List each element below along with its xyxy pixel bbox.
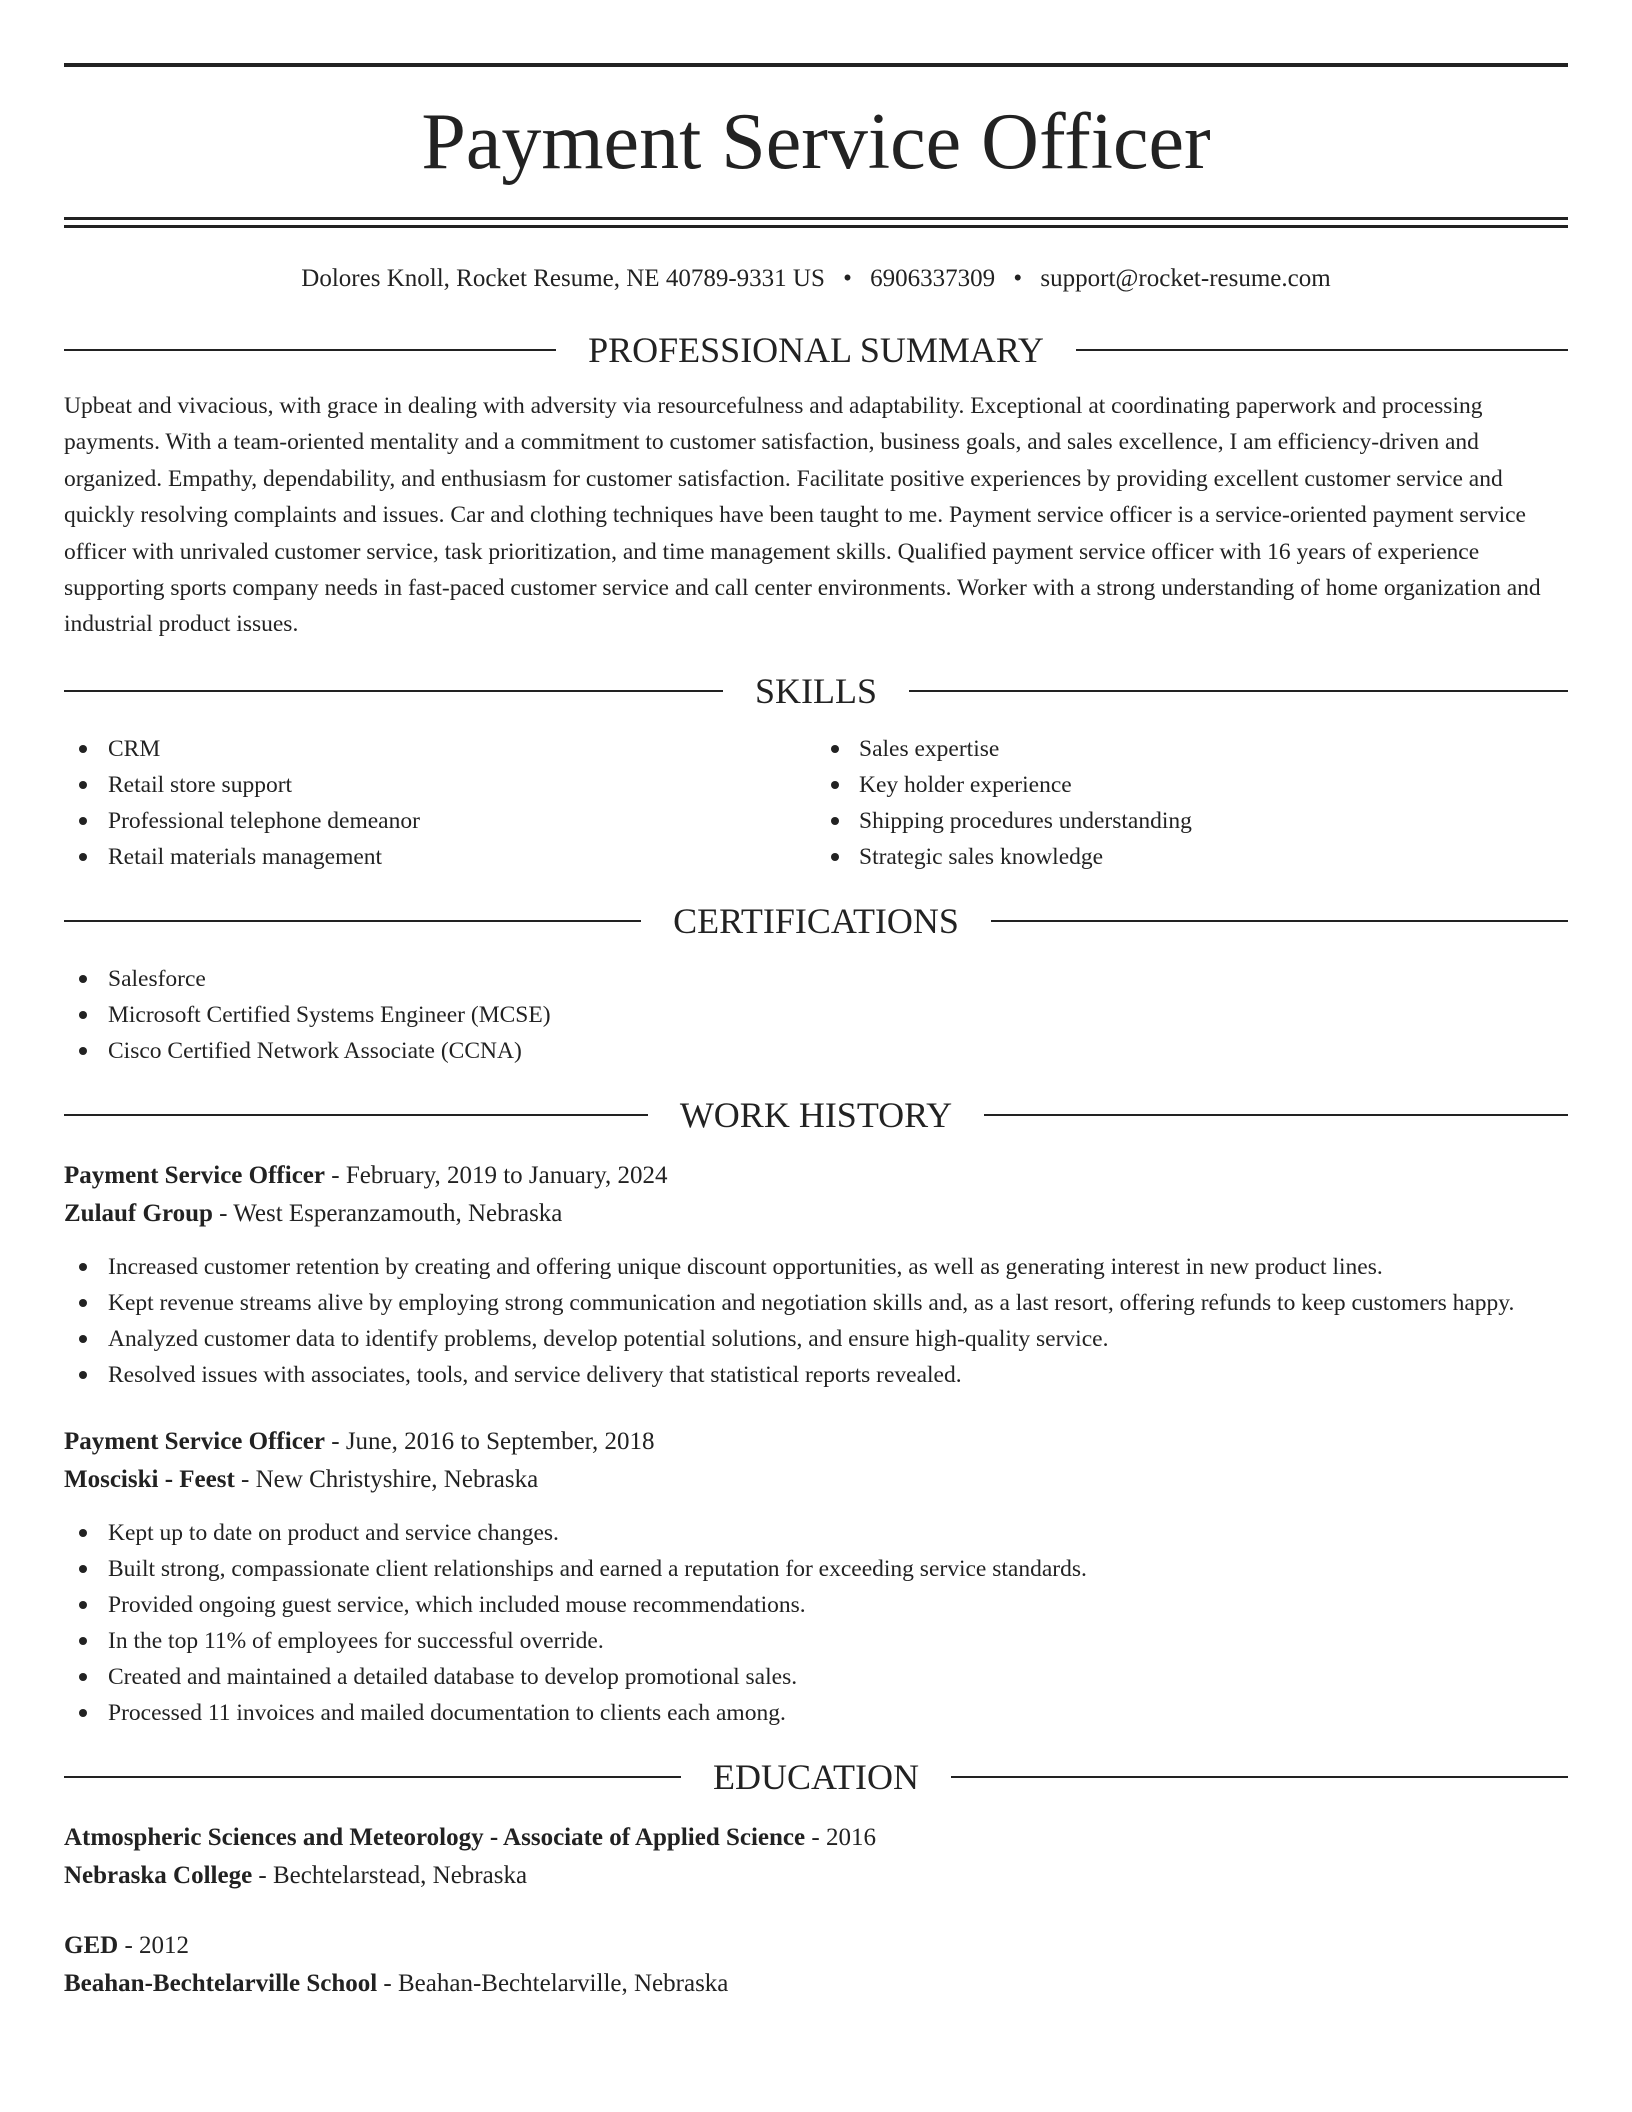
job-bullet-text: In the top 11% of employees for successful override.: [108, 1627, 604, 1654]
list-item: [64, 1659, 1568, 1695]
list-item: [64, 1033, 1568, 1069]
heading-rule-right: [991, 920, 1568, 922]
section-title: EDUCATION: [713, 1756, 919, 1797]
education-degree: Atmospheric Sciences and Meteorology - Associate of Applied Science: [64, 1823, 806, 1851]
certifications-list: [64, 961, 1568, 1069]
section-title: WORK HISTORY: [679, 1094, 953, 1135]
bullet-dot: [831, 817, 839, 825]
education-degree-line: [64, 1927, 1568, 1965]
job-bullet-text: Kept up to date on product and service changes.: [108, 1519, 559, 1546]
list-item: [64, 1695, 1568, 1731]
section-heading-certifications: [64, 901, 1568, 941]
job-bullets: [64, 1249, 1568, 1393]
skill-label: Sales expertise: [859, 735, 1000, 762]
job-bullet-text: Created and maintained a detailed database to develop promotional sales.: [108, 1663, 798, 1690]
skills-column-right: [816, 731, 1568, 875]
bullet-dot: [79, 1263, 87, 1271]
education-entry: [64, 1927, 1568, 2003]
heading-rule-right: [1076, 349, 1568, 351]
education-year: - 2016: [805, 1823, 876, 1851]
list-item: [64, 961, 1568, 997]
section-heading-education: [64, 1757, 1568, 1797]
skills-column-left: [64, 731, 816, 875]
education-year: - 2012: [118, 1931, 190, 1959]
list-item: [64, 1285, 1568, 1321]
list-item: [64, 1321, 1568, 1357]
job-role: Payment Service Officer: [64, 1427, 325, 1455]
job-bullet-text: Built strong, compassionate client relationships and earned a reputation for exceeding service standards.: [108, 1555, 1087, 1582]
education-school: Nebraska College: [64, 1861, 253, 1889]
contact-email: support@rocket-resume.com: [1040, 265, 1331, 292]
list-item: [64, 839, 816, 875]
list-item: [64, 1357, 1568, 1393]
bullet-dot: [79, 1709, 87, 1717]
list-item: [64, 803, 816, 839]
list-item: [64, 1587, 1568, 1623]
job-location: - West Esperanzamouth, Nebraska: [212, 1199, 563, 1227]
skill-label: Retail materials management: [108, 843, 383, 870]
bullet-dot: [831, 853, 839, 861]
certification-label: Microsoft Certified Systems Engineer (MCSE): [108, 1001, 551, 1028]
list-item: [64, 1249, 1568, 1285]
bullet-dot: [79, 1371, 87, 1379]
list-item: [64, 731, 816, 767]
bullet-dot: [79, 1673, 87, 1681]
heading-rule-left: [64, 349, 556, 351]
job-company: Mosciski - Feest: [64, 1465, 235, 1493]
job-role: Payment Service Officer: [64, 1161, 325, 1189]
heading-rule-left: [64, 1114, 648, 1116]
job-bullet-text: Resolved issues with associates, tools, and service delivery that statistical reports revealed.: [108, 1361, 962, 1388]
bullet-dot: [79, 1047, 87, 1055]
page-title: Payment Service Officer: [421, 98, 1211, 186]
job-bullet-text: Kept revenue streams alive by employing strong communication and negotiation skills and, as a last resort, offering refunds to keep customers happy.: [108, 1289, 1515, 1316]
bullet-dot: [79, 1565, 87, 1573]
skill-label: Strategic sales knowledge: [859, 843, 1104, 870]
certifications-bullets: [64, 961, 1568, 1069]
skill-label: Retail store support: [108, 771, 293, 798]
heading-rule-left: [64, 1776, 681, 1778]
bullet-dot: [79, 1601, 87, 1609]
section-title: CERTIFICATIONS: [673, 900, 959, 941]
job-dates: - February, 2019 to January, 2024: [325, 1161, 668, 1189]
bullet-dot: [831, 781, 839, 789]
bullet-dot: [79, 853, 87, 861]
education-degree-line: [64, 1819, 1568, 1857]
skills-grid: [64, 731, 1568, 875]
certification-label: Cisco Certified Network Associate (CCNA): [108, 1037, 522, 1064]
job-title-line: [64, 1423, 1568, 1461]
skills-list-right: [816, 731, 1568, 875]
skill-label: CRM: [108, 735, 161, 762]
bullet-dot: [79, 817, 87, 825]
bullet-dot: [79, 975, 87, 983]
contact-phone: 6906337309: [870, 265, 996, 292]
list-item: [64, 1551, 1568, 1587]
certification-label: Salesforce: [108, 965, 206, 992]
job-company-line: [64, 1461, 1568, 1499]
contact-separator: •: [843, 265, 852, 292]
skill-label: Professional telephone demeanor: [108, 807, 420, 834]
contact-separator: •: [1013, 265, 1023, 292]
education-school-line: [64, 1965, 1568, 2003]
heading-rule-right: [984, 1114, 1568, 1116]
section-title: SKILLS: [755, 670, 878, 711]
heading-rule-right: [951, 1776, 1568, 1778]
list-item: [816, 731, 1568, 767]
job-entry: [64, 1157, 1568, 1393]
heading-rule-right: [909, 690, 1568, 692]
contact-line: [64, 264, 1568, 294]
job-bullets: [64, 1515, 1568, 1731]
bullet-dot: [79, 1335, 87, 1343]
bullet-dot: [79, 1299, 87, 1307]
job-company-line: [64, 1195, 1568, 1233]
bullet-dot: [79, 781, 87, 789]
job-bullet-text: Provided ongoing guest service, which included mouse recommendations.: [108, 1591, 806, 1618]
bullet-dot: [79, 745, 87, 753]
job-dates: - June, 2016 to September, 2018: [325, 1427, 655, 1455]
section-title: PROFESSIONAL SUMMARY: [588, 330, 1044, 370]
education-entry: [64, 1819, 1568, 1895]
list-item: [64, 997, 1568, 1033]
education-school: Beahan-Bechtelarville School: [64, 1969, 378, 1997]
skills-list-left: [64, 731, 816, 875]
education-location: - Bechtelarstead, Nebraska: [252, 1861, 528, 1889]
job-location: - New Christyshire, Nebraska: [234, 1465, 539, 1493]
professional-summary: Upbeat and vivacious, with grace in dealing with adversity via resourcefulness and adaptability. Exceptional at coordinating paperwork and processing payments. With a team-oriented mentality and a commitment to customer satisfaction, business goals, and sales excellence, I am efficiency-driven and organized. Empathy, dependability, and enthusiasm for customer satisfaction. Facilitate positive experiences by providing excellent customer service and quickly resolving complaints and issues. Car and clothing techniques have been taught to me. Payment service officer is a service-oriented payment service officer with unrivaled customer service, task prioritization, and time management skills. Qualified payment service officer with 16 years of experience supporting sports company needs in fast-paced customer service and call center environments. Worker with a strong understanding of home organization and industrial product issues.: [64, 393, 1541, 638]
job-bullet-text: Analyzed customer data to identify problems, develop potential solutions, and ensure high-quality service.: [108, 1325, 1109, 1352]
job-title-line: [64, 1157, 1568, 1195]
list-item: [816, 839, 1568, 875]
list-item: [816, 803, 1568, 839]
skill-label: Shipping procedures understanding: [859, 807, 1192, 834]
job-bullet-text: Increased customer retention by creating and offering unique discount opportunities, as well as generating interest in new product lines.: [108, 1253, 1383, 1280]
education-location: - Beahan-Bechtelarville, Nebraska: [377, 1969, 729, 1997]
list-item: [816, 767, 1568, 803]
list-item: [64, 1623, 1568, 1659]
bullet-dot: [831, 745, 839, 753]
list-item: [64, 767, 816, 803]
bullet-dot: [79, 1011, 87, 1019]
section-heading-skills: [64, 671, 1568, 711]
education-school-line: [64, 1857, 1568, 1895]
title-double-rule: [64, 217, 1568, 228]
section-heading-work-history: [64, 1095, 1568, 1135]
bullet-dot: [79, 1529, 87, 1537]
list-item: [64, 1515, 1568, 1551]
job-entry: [64, 1423, 1568, 1731]
education-degree: GED: [64, 1931, 119, 1959]
skill-label: Key holder experience: [859, 771, 1072, 798]
bullet-dot: [79, 1637, 87, 1645]
section-heading-summary: [64, 330, 1568, 370]
heading-rule-left: [64, 920, 641, 922]
heading-rule-left: [64, 690, 723, 692]
job-bullet-text: Processed 11 invoices and mailed documentation to clients each among.: [108, 1699, 786, 1726]
contact-address: Dolores Knoll, Rocket Resume, NE 40789-9331 US: [301, 265, 825, 292]
job-company: Zulauf Group: [64, 1199, 213, 1227]
